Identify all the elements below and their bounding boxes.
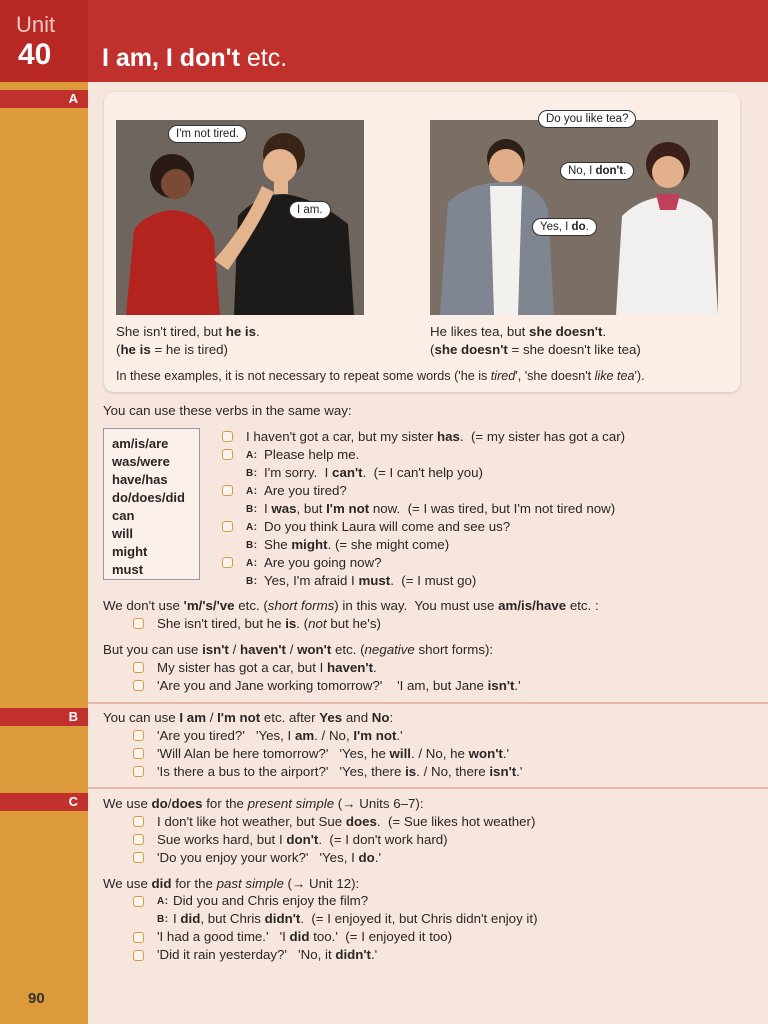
verb-list-box xyxy=(103,428,200,580)
example-bullet-icon xyxy=(133,932,144,943)
section-b-marker: B xyxy=(0,708,88,726)
example-bullet-icon xyxy=(133,662,144,673)
unit-box xyxy=(0,0,88,82)
example-line: My sister has got a car, but I haven't. xyxy=(157,660,377,675)
caption-left-line2: (he is = he is tired) xyxy=(116,342,228,357)
speech-bubble-not-tired: I'm not tired. xyxy=(168,125,247,143)
example-bullet-icon xyxy=(133,680,144,691)
unit-number: 40 xyxy=(18,38,52,71)
example-line: Please help me. xyxy=(264,447,360,462)
example-line: 'I had a good time.' 'I did too.' (= I enjoyed it too) xyxy=(157,929,453,944)
example-line: She might. (= she might come) xyxy=(264,537,450,552)
example-bullet-icon xyxy=(133,950,144,961)
speaker-label: A: xyxy=(157,896,169,907)
verb-item: will xyxy=(112,526,133,541)
example-line: Yes, I'm afraid I must. (= I must go) xyxy=(264,573,477,588)
verb-item: can xyxy=(112,508,135,523)
example-bullet-icon xyxy=(222,449,233,460)
example-bullet-icon xyxy=(133,748,144,759)
page-number: 90 xyxy=(28,990,45,1007)
example-line: I'm sorry. I can't. (= I can't help you) xyxy=(264,465,483,480)
speaker-label: B: xyxy=(157,914,169,925)
example-line: I don't like hot weather, but Sue does. (= Sue likes hot weather) xyxy=(157,814,536,829)
speaker-label: B: xyxy=(246,468,258,479)
caption-right-line2: (she doesn't = she doesn't like tea) xyxy=(430,342,641,357)
unit-label: Unit xyxy=(16,12,56,37)
example-bullet-icon xyxy=(133,730,144,741)
verb-item: must xyxy=(112,562,144,577)
section-b-intro: You can use I am / I'm not etc. after Yes and No: xyxy=(103,710,394,725)
section-divider xyxy=(88,787,768,789)
example-line: 'Do you enjoy your work?' 'Yes, I do.' xyxy=(157,850,381,865)
speech-bubble-yes-i-do: Yes, I do. xyxy=(532,218,597,236)
verb-item: might xyxy=(112,544,148,559)
speech-bubble-do-you-like-tea: Do you like tea? xyxy=(538,110,636,128)
example-line: I haven't got a car, but my sister has. (= my sister has got a car) xyxy=(246,429,626,444)
verb-item: was/were xyxy=(112,454,170,469)
left-sidebar xyxy=(0,0,88,1024)
example-line: Do you think Laura will come and see us? xyxy=(264,519,511,534)
speaker-label: A: xyxy=(246,450,258,461)
speech-bubble-no-i-dont: No, I don't. xyxy=(560,162,634,180)
speaker-label: A: xyxy=(246,558,258,569)
verb-item: am/is/are xyxy=(112,436,169,451)
speaker-label: B: xyxy=(246,540,258,551)
verb-item: do/does/did xyxy=(112,490,185,505)
negative-intro: But you can use isn't / haven't / won't etc. (negative short forms): xyxy=(103,642,494,657)
verb-item: have/has xyxy=(112,472,168,487)
example-line: 'Is there a bus to the airport?' 'Yes, there is. / No, there isn't.' xyxy=(157,764,523,779)
example-line: Sue works hard, but I don't. (= I don't work hard) xyxy=(157,832,448,847)
example-bullet-icon xyxy=(222,557,233,568)
example-bullet-icon xyxy=(133,816,144,827)
section-c-marker: C xyxy=(0,793,88,811)
section-c-intro-1: We use do/does for the present simple (→ Units 6–7): xyxy=(103,796,424,811)
example-bullet-icon xyxy=(133,766,144,777)
caption-right-line1: He likes tea, but she doesn't. xyxy=(430,324,607,339)
section-a-marker: A xyxy=(0,90,88,108)
caption-note: In these examples, it is not necessary to repeat some words ('he is tired', 'she doesn't like tea'). xyxy=(116,369,645,383)
speaker-label: A: xyxy=(246,522,258,533)
speaker-label: A: xyxy=(246,486,258,497)
page-title-suffix: etc. xyxy=(246,44,288,72)
example-bullet-icon xyxy=(222,431,233,442)
example-bullet-icon xyxy=(222,521,233,532)
example-line: I was, but I'm not now. (= I was tired, but I'm not tired now) xyxy=(264,501,616,516)
example-bullet-icon xyxy=(133,834,144,845)
page-title xyxy=(102,44,287,73)
example-line: She isn't tired, but he is. (not but he's) xyxy=(157,616,381,631)
short-forms-intro: We don't use 'm/'s/'ve etc. (short forms) in this way. You must use am/is/have etc. : xyxy=(103,598,599,613)
speaker-label: B: xyxy=(246,576,258,587)
verbs-intro: You can use these verbs in the same way: xyxy=(103,403,352,418)
speaker-label: B: xyxy=(246,504,258,515)
section-divider xyxy=(88,702,768,704)
example-bullet-icon xyxy=(133,896,144,907)
example-line: 'Are you tired?' 'Yes, I am. / No, I'm not.' xyxy=(157,728,403,743)
example-line: 'Did it rain yesterday?' 'No, it didn't.' xyxy=(157,947,378,962)
example-line: I did, but Chris didn't. (= I enjoyed it, but Chris didn't enjoy it) xyxy=(173,911,538,926)
example-line: 'Will Alan be here tomorrow?' 'Yes, he will. / No, he won't.' xyxy=(157,746,510,761)
speech-bubble-i-am: I am. xyxy=(289,201,331,219)
example-line: 'Are you and Jane working tomorrow?' 'I am, but Jane isn't.' xyxy=(157,678,521,693)
example-line: Are you going now? xyxy=(264,555,382,570)
example-bullet-icon xyxy=(222,485,233,496)
page-title-main: I am, I don't xyxy=(102,44,240,72)
example-line: Did you and Chris enjoy the film? xyxy=(173,893,369,908)
caption-left-line1: She isn't tired, but he is. xyxy=(116,324,260,339)
section-c-intro-2: We use did for the past simple (→ Unit 12): xyxy=(103,876,360,891)
example-line: Are you tired? xyxy=(264,483,347,498)
example-bullet-icon xyxy=(133,852,144,863)
example-bullet-icon xyxy=(133,618,144,629)
